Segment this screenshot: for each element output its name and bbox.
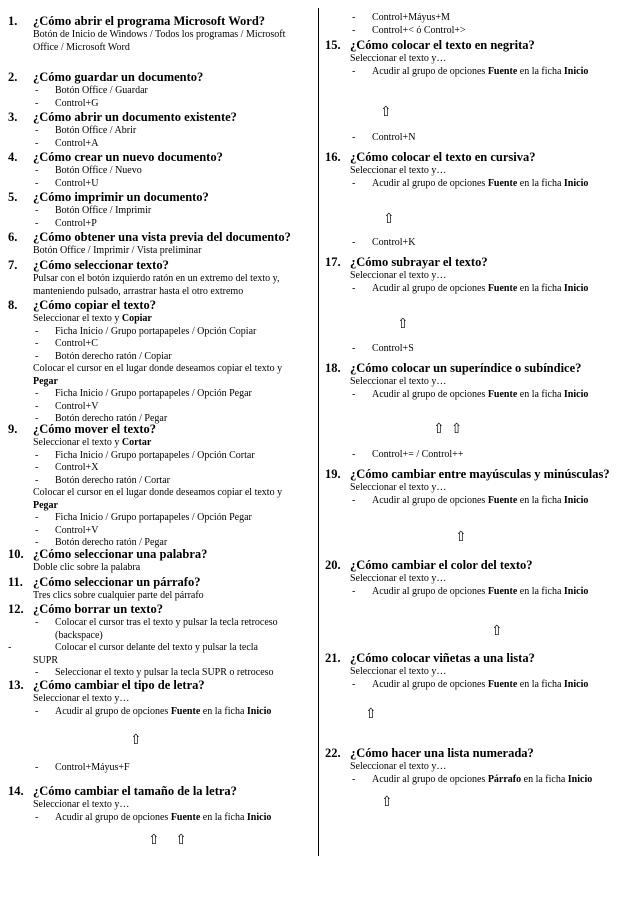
question-text: ¿Cómo hacer una lista numerada? <box>350 746 534 760</box>
list-item <box>325 449 630 462</box>
plain-line <box>8 437 313 450</box>
question-number: 22. <box>325 746 341 760</box>
line-text: Seleccionar el texto y… <box>350 761 447 772</box>
question-title <box>8 14 313 29</box>
line-text: Doble clic sobre la palabra <box>33 562 141 573</box>
question-title <box>8 110 313 125</box>
line-text: Control+< ó Control+> <box>372 25 466 36</box>
line-text: Control+N <box>372 132 416 143</box>
line-text: Control+V <box>55 400 99 412</box>
plain-line <box>8 500 313 513</box>
dash-bullet: - <box>35 125 39 136</box>
bold-term: Inicio <box>567 773 593 785</box>
dash-bullet: - <box>35 137 39 149</box>
shift-key-icon: ⇧ <box>491 624 509 639</box>
list-item <box>8 351 313 364</box>
bold-term: Cortar <box>121 437 152 448</box>
question-title <box>8 784 313 799</box>
line-text: Pulsar con el botón izquierdo ratón en un extremo del texto y, <box>33 273 280 284</box>
dash-bullet: - <box>35 537 39 548</box>
list-item <box>8 125 313 138</box>
question-text: ¿Cómo seleccionar una palabra? <box>33 547 208 561</box>
question-text: ¿Cómo mover el texto? <box>33 422 156 436</box>
question-title <box>325 255 630 270</box>
plain-line <box>325 666 630 679</box>
bold-term: Fuente <box>487 388 518 400</box>
plain-line <box>8 273 313 286</box>
line-text: Botón Office / Nuevo <box>55 165 142 176</box>
question-title <box>325 746 630 761</box>
dash-bullet: - <box>352 449 356 460</box>
dash-bullet: - <box>35 177 39 189</box>
list-item <box>8 762 313 775</box>
bold-term: Fuente <box>487 65 518 77</box>
bold-term: Inicio <box>563 494 589 506</box>
shift-key-icon: ⇧ <box>130 733 148 748</box>
shift-key-icon: ⇧ <box>383 212 401 227</box>
shortcut-line <box>325 343 630 356</box>
question-text: ¿Cómo seleccionar texto? <box>33 258 169 272</box>
line-text: Acudir al grupo de opciones Fuente en la ficha Inicio <box>372 494 589 506</box>
shortcut-line <box>325 237 630 250</box>
question-block <box>8 547 313 575</box>
list-item <box>8 218 313 231</box>
question-number: 20. <box>325 558 341 572</box>
line-text <box>33 376 58 387</box>
line-text: Seleccionar el texto y… <box>350 573 447 584</box>
dash-bullet: - <box>35 512 39 523</box>
list-item <box>8 462 313 475</box>
line-text: Seleccionar el texto y… <box>33 693 130 704</box>
line-text: Seleccionar el texto y… <box>350 165 447 176</box>
shift-key-icon: ⇧ <box>397 317 415 332</box>
question-block <box>8 784 313 824</box>
line-text: Control+P <box>55 217 97 229</box>
list-item <box>325 774 630 787</box>
shortcut-line <box>8 762 313 775</box>
question-text: ¿Cómo cambiar entre mayúsculas y minúsculas? <box>350 467 610 481</box>
line-text: Acudir al grupo de opciones Fuente en la ficha Inicio <box>55 811 272 823</box>
question-block <box>8 602 313 680</box>
line-text: Control+Máyus+M <box>372 12 450 23</box>
line-text: Botón de Inicio de Windows / Todos los programas / Microsoft <box>33 29 286 40</box>
question-block <box>8 70 313 110</box>
question-title <box>8 575 313 590</box>
line-text: Botón derecho ratón / Pegar <box>55 537 168 548</box>
list-item <box>8 178 313 191</box>
question-title <box>8 230 313 245</box>
question-title <box>325 467 630 482</box>
dash-bullet: - <box>35 388 39 399</box>
question-number: 3. <box>8 110 18 124</box>
question-text: ¿Cómo cambiar el color del texto? <box>350 558 533 572</box>
list-item <box>325 178 630 191</box>
bold-term: Pegar <box>33 375 58 387</box>
dash-bullet: - <box>352 773 356 785</box>
dash-bullet: - <box>35 667 39 678</box>
list-item <box>8 525 313 538</box>
plain-line <box>8 693 313 706</box>
line-text: Acudir al grupo de opciones Fuente en la ficha Inicio <box>372 177 589 189</box>
line-text <box>33 500 58 511</box>
line-text: Acudir al grupo de opciones Fuente en la ficha Inicio <box>372 282 589 294</box>
dash-bullet: - <box>35 524 39 536</box>
line-text: Seleccionar el texto y… <box>350 270 447 281</box>
dash-bullet: - <box>352 678 356 690</box>
line-text: Control+A <box>55 137 99 149</box>
dash-bullet: - <box>35 462 39 473</box>
question-number: 4. <box>8 150 18 164</box>
question-title <box>325 150 630 165</box>
list-item <box>8 205 313 218</box>
bold-term: Pegar <box>33 499 58 511</box>
dash-bullet: - <box>352 388 356 400</box>
question-number: 7. <box>8 258 18 272</box>
plain-line <box>8 42 313 55</box>
question-number: 13. <box>8 678 24 692</box>
line-text: Office / Microsoft Word <box>33 41 130 53</box>
question-text: ¿Cómo copiar el texto? <box>33 298 157 312</box>
line-text: Control+U <box>55 177 99 189</box>
plain-line <box>8 590 313 603</box>
list-item <box>325 389 630 402</box>
question-text: ¿Cómo abrir un documento existente? <box>33 110 237 124</box>
plain-line <box>8 562 313 575</box>
question-title <box>8 422 313 437</box>
question-number: 11. <box>8 575 23 589</box>
line-text: Seleccionar el texto y Copiar <box>33 313 152 324</box>
line-text: Control+X <box>55 462 99 473</box>
question-number: 10. <box>8 547 24 561</box>
list-item <box>325 12 630 25</box>
dash-bullet: - <box>35 811 39 823</box>
line-text: Ficha Inicio / Grupo portapapeles / Opción Cortar <box>55 449 255 461</box>
question-block <box>8 258 313 298</box>
column-divider <box>318 8 319 856</box>
dash-bullet: - <box>352 12 356 23</box>
question-block <box>325 467 630 507</box>
shortcut-line <box>325 12 630 25</box>
dash-bullet: - <box>35 350 39 362</box>
line-text: (backspace) <box>55 629 103 641</box>
question-block <box>325 255 630 295</box>
line-text: Acudir al grupo de opciones Fuente en la ficha Inicio <box>372 585 589 597</box>
question-block <box>8 678 313 718</box>
shortcut-line <box>325 449 630 462</box>
question-text: ¿Cómo abrir el programa Microsoft Word? <box>33 14 266 28</box>
question-title <box>8 150 313 165</box>
list-item <box>325 679 630 692</box>
list-item <box>8 165 313 178</box>
question-title <box>8 678 313 693</box>
plain-line <box>325 761 630 774</box>
plain-line <box>8 363 313 376</box>
question-block <box>8 110 313 150</box>
question-text: ¿Cómo colocar el texto en cursiva? <box>350 150 536 164</box>
line-text: Seleccionar el texto y… <box>350 376 447 387</box>
question-number: 21. <box>325 651 341 665</box>
dash-bullet: - <box>35 217 39 229</box>
dash-bullet: - <box>35 165 39 176</box>
line-text: Colocar el cursor delante del texto y pulsar la tecla <box>55 642 258 653</box>
plain-line <box>325 270 630 283</box>
question-title <box>325 38 630 53</box>
question-text: ¿Cómo colocar viñetas a una lista? <box>350 651 535 665</box>
plain-line <box>8 313 313 326</box>
plain-line <box>8 376 313 389</box>
line-text: Botón Office / Abrir <box>55 125 137 136</box>
plain-line <box>8 655 313 668</box>
list-item <box>8 475 313 488</box>
list-item <box>8 98 313 111</box>
plain-line <box>325 165 630 178</box>
list-item <box>8 138 313 151</box>
question-block <box>325 558 630 598</box>
question-text: ¿Cómo colocar un superíndice o subíndice? <box>350 361 582 375</box>
dash-bullet: - <box>352 65 356 77</box>
line-text: Acudir al grupo de opciones Fuente en la ficha Inicio <box>372 678 589 690</box>
line-text: Acudir al grupo de opciones Párrafo en la ficha Inicio <box>372 773 593 785</box>
bold-term: Párrafo <box>487 773 522 785</box>
question-block <box>8 150 313 190</box>
question-text: ¿Cómo seleccionar un párrafo? <box>33 575 201 589</box>
bold-term: Fuente <box>487 282 518 294</box>
bold-term: Fuente <box>170 705 201 717</box>
bold-term: Fuente <box>170 811 201 823</box>
dash-bullet: - <box>352 25 356 36</box>
question-block <box>325 651 630 691</box>
line-text: Colocar el cursor en el lugar donde deseamos copiar el texto y <box>33 363 283 374</box>
shift-key-icon: ⇧ <box>380 105 398 120</box>
question-title <box>325 558 630 573</box>
dash-bullet: - <box>352 177 356 189</box>
list-item <box>325 237 630 250</box>
question-block <box>8 230 313 258</box>
question-title <box>8 547 313 562</box>
bold-term: Inicio <box>563 177 589 189</box>
question-number: 16. <box>325 150 341 164</box>
dash-bullet: - <box>35 325 39 337</box>
dash-bullet: - <box>352 237 356 248</box>
bold-term: Fuente <box>487 494 518 506</box>
question-title <box>8 70 313 85</box>
list-item <box>325 66 630 79</box>
list-item <box>325 495 630 508</box>
question-title <box>8 298 313 313</box>
bold-term: Inicio <box>563 388 589 400</box>
dash-bullet: - <box>35 400 39 412</box>
list-item <box>8 512 313 525</box>
dash-bullet: - <box>35 449 39 461</box>
bold-term: Fuente <box>487 177 518 189</box>
line-text: Botón derecho ratón / Pegar <box>55 413 168 424</box>
plain-line <box>8 29 313 42</box>
line-text: Botón Office / Guardar <box>55 85 148 96</box>
question-title <box>8 190 313 205</box>
dash-bullet: - <box>35 413 39 424</box>
bold-term: Inicio <box>563 65 589 77</box>
question-block <box>8 14 313 54</box>
question-block <box>8 190 313 230</box>
question-text: ¿Cómo colocar el texto en negrita? <box>350 38 535 52</box>
line-text: Colocar el cursor tras el texto y pulsar la tecla retroceso <box>55 617 278 628</box>
line-text: Control+Máyus+F <box>55 762 130 773</box>
plain-line <box>8 245 313 258</box>
line-text: Control+K <box>372 237 416 248</box>
dash-bullet: - <box>35 85 39 96</box>
line-text: Seleccionar el texto y… <box>350 482 447 493</box>
line-text: Seleccionar el texto y… <box>350 53 447 64</box>
question-title <box>8 258 313 273</box>
list-item <box>8 812 313 825</box>
plain-line <box>8 487 313 500</box>
bold-term: Inicio <box>563 585 589 597</box>
question-number: 12. <box>8 602 24 616</box>
bold-term: Fuente <box>487 678 518 690</box>
question-number: 5. <box>8 190 18 204</box>
line-text: Control+C <box>55 338 98 349</box>
question-number: 15. <box>325 38 341 52</box>
question-text: ¿Cómo crear un nuevo documento? <box>33 150 223 164</box>
list-item <box>8 642 313 655</box>
question-number: 1. <box>8 14 18 28</box>
plain-line <box>325 53 630 66</box>
line-text: Control+S <box>372 343 414 354</box>
list-item <box>325 25 630 38</box>
dash-bullet: - <box>35 617 39 628</box>
dash-bullet: - <box>352 282 356 294</box>
question-block <box>325 150 630 190</box>
list-item <box>8 401 313 414</box>
line-text: manteniendo pulsado, arrastrar hasta el otro extremo <box>33 285 244 297</box>
question-block <box>325 361 630 401</box>
question-title <box>8 602 313 617</box>
plain-line <box>325 376 630 389</box>
question-text: ¿Cómo cambiar el tamaño de la letra? <box>33 784 237 798</box>
line-text: SUPR <box>33 654 59 666</box>
bold-term: Inicio <box>246 705 272 717</box>
dash-bullet: - <box>352 132 356 143</box>
bold-term: Copiar <box>121 313 152 324</box>
question-title <box>325 651 630 666</box>
dash-bullet: - <box>35 205 39 216</box>
list-item <box>8 85 313 98</box>
shift-key-icon: ⇧ <box>381 795 399 810</box>
list-item-continuation <box>8 630 313 643</box>
list-item <box>325 586 630 599</box>
line-text: Botón Office / Imprimir / Vista preliminar <box>33 245 202 256</box>
dash-bullet: - <box>8 642 12 653</box>
line-text: Ficha Inicio / Grupo portapapeles / Opción Pegar <box>55 388 252 399</box>
line-text: Ficha Inicio / Grupo portapapeles / Opción Copiar <box>55 325 257 337</box>
question-block <box>8 575 313 603</box>
plain-line <box>325 482 630 495</box>
question-number: 8. <box>8 298 18 312</box>
dash-bullet: - <box>352 585 356 597</box>
question-block <box>8 298 313 426</box>
question-text: ¿Cómo borrar un texto? <box>33 602 163 616</box>
shortcut-line <box>325 25 630 38</box>
plain-line <box>325 573 630 586</box>
question-title <box>325 361 630 376</box>
dash-bullet: - <box>35 474 39 486</box>
question-number: 17. <box>325 255 341 269</box>
question-text: ¿Cómo obtener una vista previa del documento? <box>33 230 291 244</box>
list-item <box>8 326 313 339</box>
question-text: ¿Cómo subrayar el texto? <box>350 255 488 269</box>
dash-bullet: - <box>35 97 39 109</box>
line-text: Seleccionar el texto y… <box>350 666 447 677</box>
line-text: Tres clics sobre cualquier parte del párrafo <box>33 590 204 601</box>
dash-bullet: - <box>35 705 39 717</box>
list-item <box>8 338 313 351</box>
plain-line <box>8 286 313 299</box>
line-text: Botón Office / Imprimir <box>55 205 152 216</box>
plain-line <box>8 799 313 812</box>
line-text: Colocar el cursor en el lugar donde deseamos copiar el texto y <box>33 487 283 498</box>
dash-bullet: - <box>352 343 356 354</box>
list-item <box>325 132 630 145</box>
question-number: 6. <box>8 230 18 244</box>
line-text: Control+V <box>55 524 99 536</box>
bold-term: Inicio <box>246 811 272 823</box>
list-item <box>8 450 313 463</box>
question-number: 2. <box>8 70 18 84</box>
question-block <box>325 38 630 78</box>
bold-term: Inicio <box>563 282 589 294</box>
dash-bullet: - <box>35 338 39 349</box>
question-text: ¿Cómo imprimir un documento? <box>33 190 209 204</box>
question-block <box>325 746 630 786</box>
list-item <box>8 388 313 401</box>
question-number: 9. <box>8 422 18 436</box>
list-item <box>325 283 630 296</box>
line-text: Botón derecho ratón / Cortar <box>55 474 170 486</box>
question-number: 19. <box>325 467 341 481</box>
shift-key-icon: ⇧ <box>365 707 383 722</box>
question-number: 14. <box>8 784 24 798</box>
line-text: Seleccionar el texto y… <box>33 799 130 810</box>
shift-key-icon: ⇧ ⇧ <box>148 833 193 848</box>
question-text: ¿Cómo cambiar el tipo de letra? <box>33 678 205 692</box>
shortcut-line <box>325 132 630 145</box>
bold-term: Inicio <box>563 678 589 690</box>
shift-key-icon: ⇧⇧ <box>433 422 469 437</box>
line-text: Control+= / Control++ <box>372 449 464 460</box>
bold-term: Fuente <box>487 585 518 597</box>
line-text: Acudir al grupo de opciones Fuente en la ficha Inicio <box>55 705 272 717</box>
shift-key-icon: ⇧ <box>455 530 473 545</box>
dash-bullet: - <box>352 494 356 506</box>
line-text: Acudir al grupo de opciones Fuente en la ficha Inicio <box>372 65 589 77</box>
line-text: Seleccionar el texto y Cortar <box>33 437 152 448</box>
list-item <box>8 617 313 630</box>
dash-bullet: - <box>35 762 39 773</box>
line-text: Acudir al grupo de opciones Fuente en la ficha Inicio <box>372 388 589 400</box>
list-item <box>325 343 630 356</box>
question-block <box>8 422 313 550</box>
question-text: ¿Cómo guardar un documento? <box>33 70 204 84</box>
line-text: Ficha Inicio / Grupo portapapeles / Opción Pegar <box>55 512 252 523</box>
line-text: Seleccionar el texto y pulsar la tecla SUPR o retroceso <box>55 667 274 678</box>
list-item <box>8 706 313 719</box>
line-text: Control+G <box>55 97 99 109</box>
line-text: Botón derecho ratón / Copiar <box>55 350 172 362</box>
question-number: 18. <box>325 361 341 375</box>
